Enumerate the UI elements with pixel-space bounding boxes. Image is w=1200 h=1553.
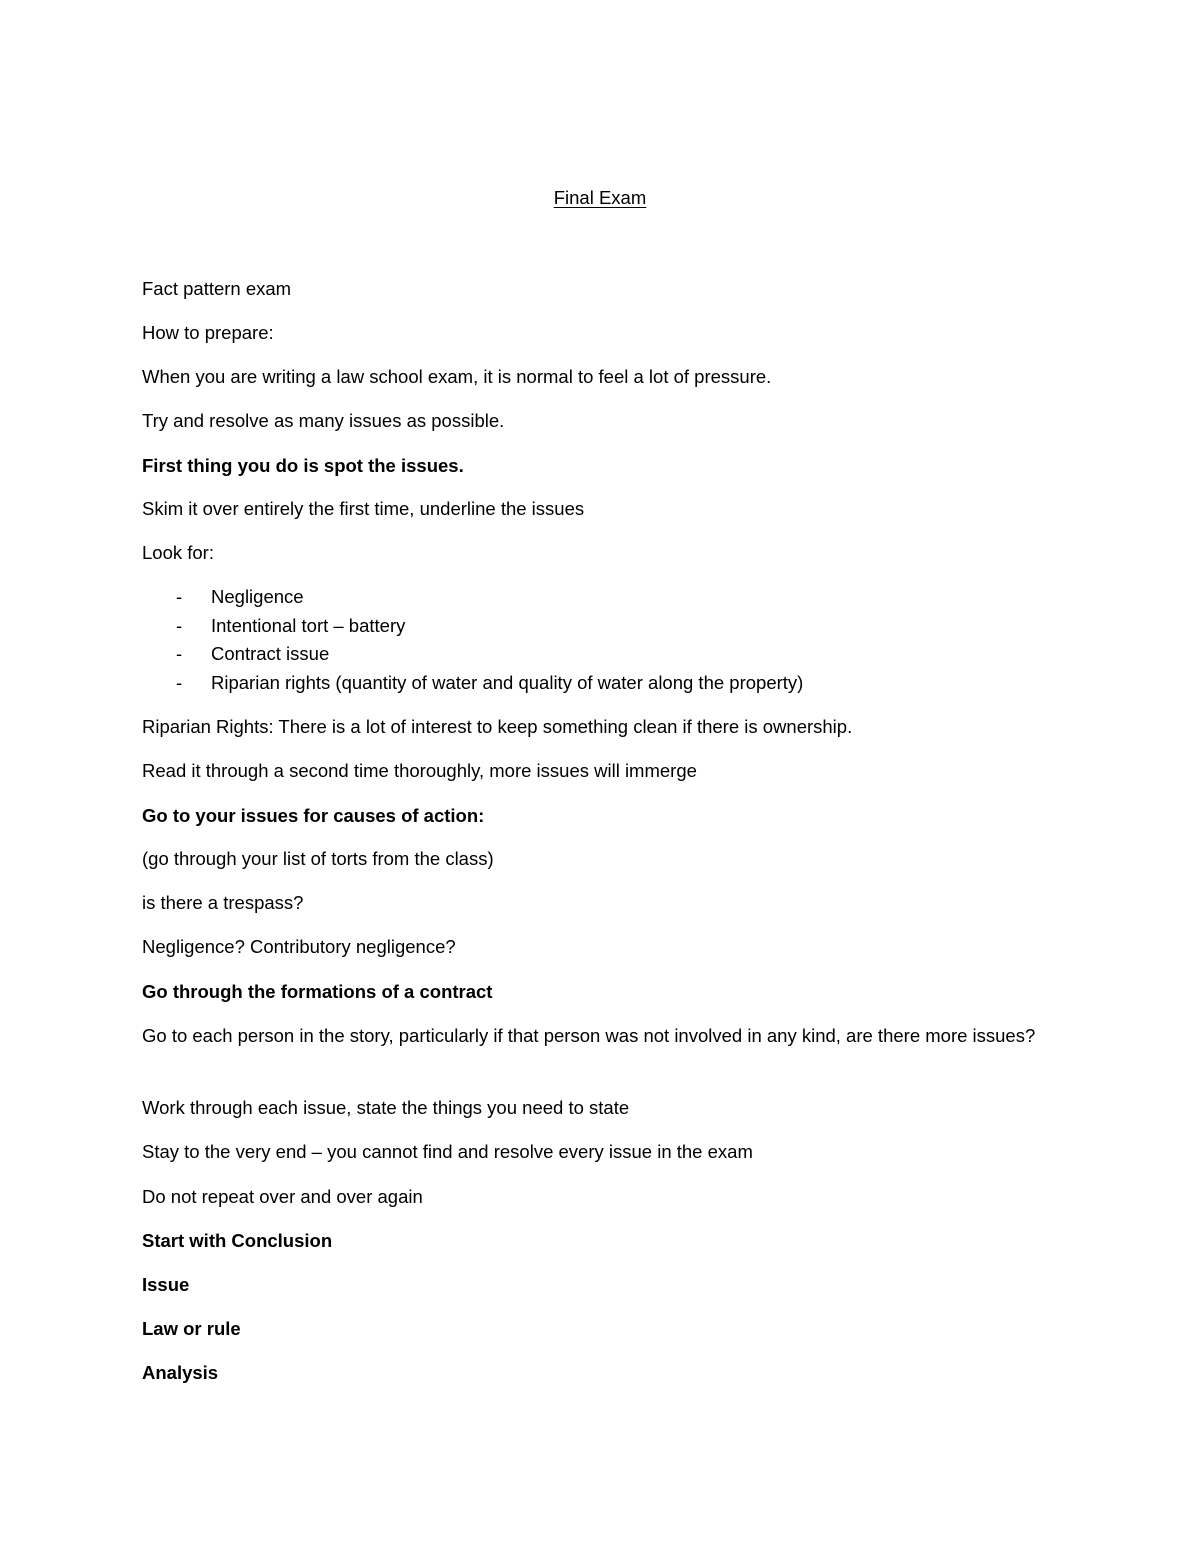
paragraph-fact-pattern: Fact pattern exam [142, 278, 292, 299]
paragraph-contract-formation: Go through the formations of a contract [142, 981, 493, 1002]
paragraph-riparian-rights: Riparian Rights: There is a lot of interest to keep something clean if there is ownership. [142, 716, 853, 737]
paragraph-stay-to-end: Stay to the very end – you cannot find and resolve every issue in the exam [142, 1141, 753, 1162]
bullet-marker: - [176, 643, 183, 664]
paragraph-list-of-torts: (go through your list of torts from the class) [142, 848, 494, 869]
paragraph-negligence: Negligence? Contributory negligence? [142, 936, 456, 957]
paragraph-trespass: is there a trespass? [142, 892, 304, 913]
page-title-text: Final Exam [553, 187, 647, 208]
page-title [0, 186, 1200, 210]
paragraph-look-for: Look for: [142, 542, 214, 563]
heading-analysis: Analysis [142, 1362, 219, 1383]
paragraph-how-to-prepare: How to prepare: [142, 322, 274, 343]
heading-issue: Issue [142, 1274, 190, 1295]
list-item: Riparian rights (quantity of water and quality of water along the property) [211, 672, 804, 693]
paragraph-resolve-issues: Try and resolve as many issues as possible. [142, 410, 505, 431]
list-item: Negligence [211, 586, 304, 607]
heading-law-or-rule: Law or rule [142, 1318, 241, 1339]
bullet-marker: - [176, 586, 183, 607]
heading-conclusion: Start with Conclusion [142, 1230, 333, 1251]
paragraph-each-person: Go to each person in the story, particularly if that person was not involved in any kind, are there more issues? [142, 1025, 1036, 1046]
paragraph-do-not-repeat: Do not repeat over and over again [142, 1186, 423, 1207]
paragraph-pressure: When you are writing a law school exam, it is normal to feel a lot of pressure. [142, 366, 772, 387]
paragraph-causes-of-action: Go to your issues for causes of action: [142, 805, 485, 826]
bullet-marker: - [176, 672, 183, 693]
paragraph-second-read: Read it through a second time thoroughly, more issues will immerge [142, 760, 697, 781]
list-item: Intentional tort – battery [211, 615, 406, 636]
paragraph-spot-issues: First thing you do is spot the issues. [142, 455, 464, 476]
paragraph-skim: Skim it over entirely the first time, underline the issues [142, 498, 585, 519]
paragraph-work-through: Work through each issue, state the things you need to state [142, 1097, 630, 1118]
bullet-marker: - [176, 615, 183, 636]
list-item: Contract issue [211, 643, 330, 664]
